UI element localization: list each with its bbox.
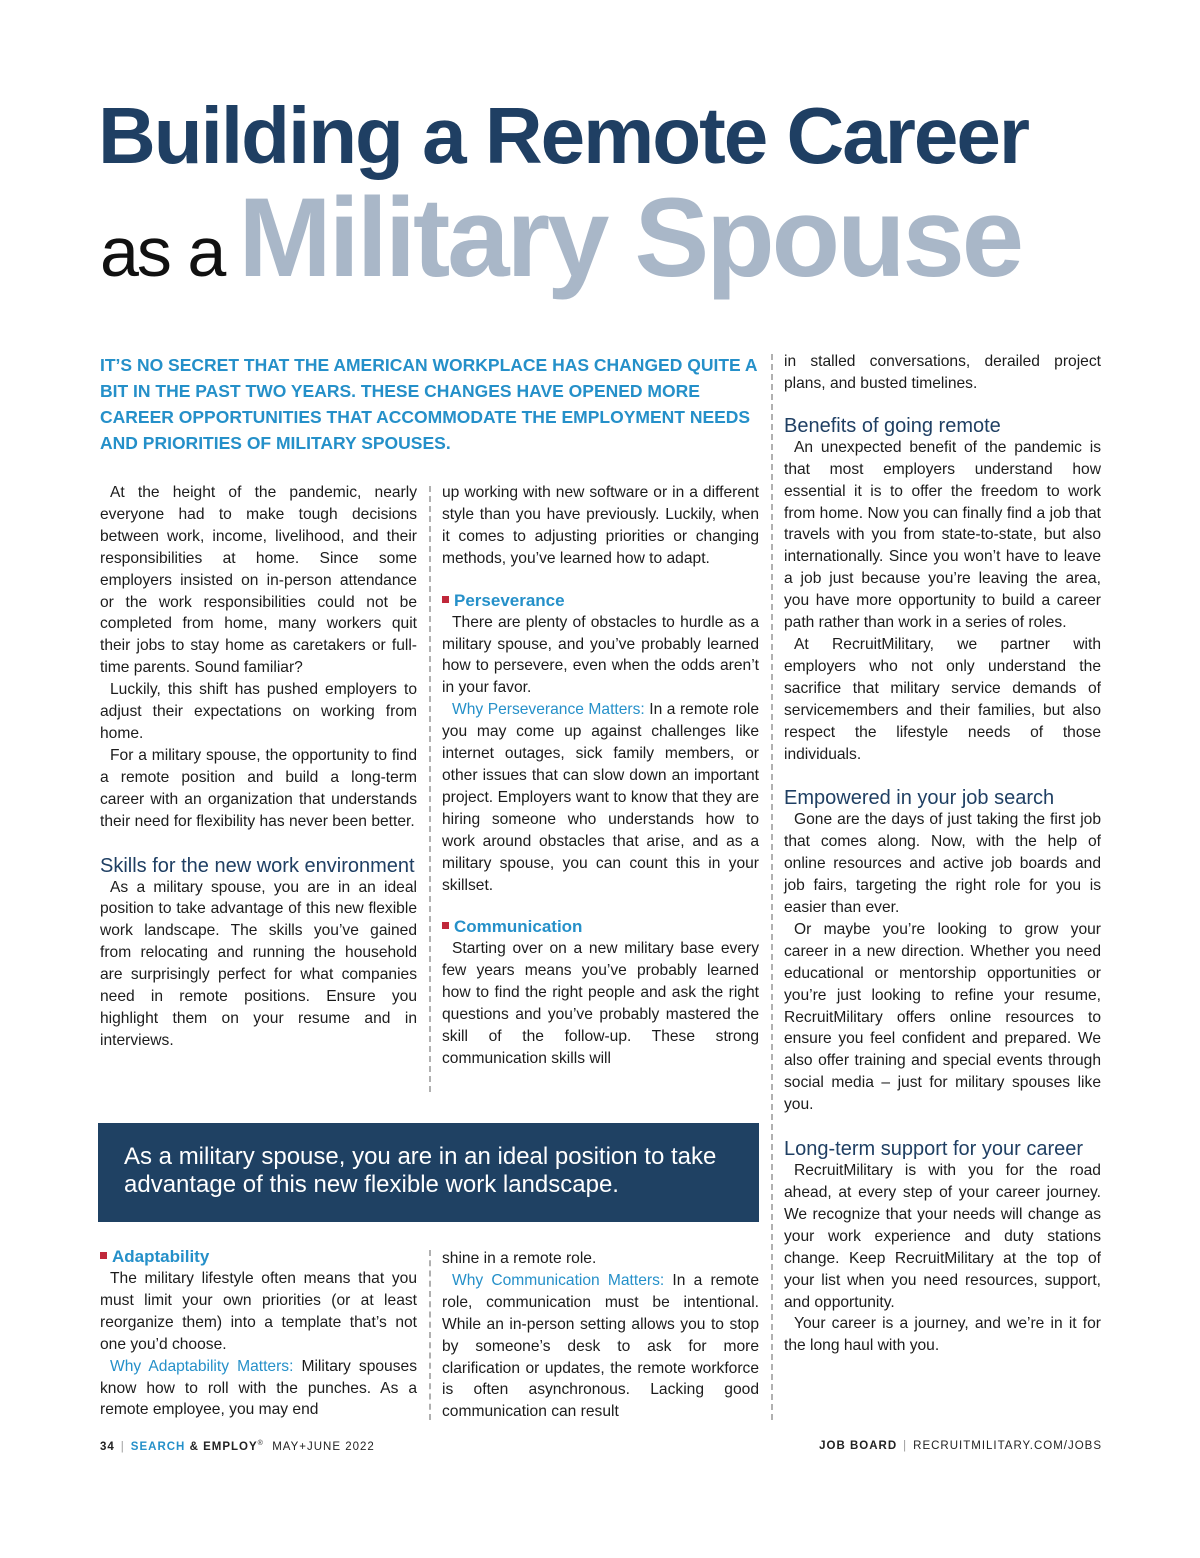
paragraph: Your career is a journey, and we’re in it for the long haul with you. xyxy=(784,1315,1101,1355)
column-divider xyxy=(771,354,773,1420)
heading-long-term: Long-term support for your career xyxy=(784,1138,1084,1161)
article-title-line2 xyxy=(100,175,1022,300)
column-divider xyxy=(429,486,431,1092)
paragraph: RecruitMilitary is with you for the road ahead, at every step of your career journey. We recognize that your needs will change as your work experience and duty stations change. Keep RecruitMilitary at the top of your list when you need resources, support, and opportunity. xyxy=(784,1162,1101,1311)
bullet-square-icon xyxy=(100,1252,107,1259)
heading-communication xyxy=(442,916,759,938)
paragraph: Luckily, this shift has pushed employers to adjust their expectations on working from home. xyxy=(100,681,417,742)
paragraph: up working with new software or in a different style than you have previously. Luckily, when it comes to adjusting priorities or changing methods, you’ve learned how to adapt. xyxy=(442,484,759,567)
bullet-square-icon xyxy=(442,596,449,603)
paragraph: Starting over on a new military base every few years means you’ve probably learned how to find the right people and ask the right questions and you’ve probably mastered the skill of the follow-up. These strong communication skills will xyxy=(442,940,759,1067)
title-prefix: as a xyxy=(100,213,225,291)
column-2-top xyxy=(442,482,759,1070)
paragraph: Or maybe you’re looking to grow your career in a new direction. Whether you need educational or mentorship opportunities or you’re just looking to refine your resume, RecruitMilitary offers online resources to ensure you feel confident and prepared. We also offer training and special events through social media – just for military spouses like you. xyxy=(784,920,1101,1114)
magazine-name-search: SEARCH xyxy=(130,1440,186,1453)
paragraph: At RecruitMilitary, we partner with employers who not only understand the sacrifice that military service demands of servicemembers and their families, but also respect the lifestyle needs of those individuals. xyxy=(784,635,1101,763)
page-number: 34 xyxy=(100,1440,115,1453)
paragraph-text: In a remote role, communication must be intentional. While an in-person setting allows you to stop by someone’s desk to ask for more clarification or updates, the remote workforce is often asynchronous. Lacking good communication can result xyxy=(442,1271,759,1421)
paragraph xyxy=(442,1270,759,1423)
column-1-top xyxy=(100,482,417,1052)
paragraph: There are plenty of obstacles to hurdle as a military spouse, and you’ve probably learned how to persevere, even when the odds aren’t in your favor. xyxy=(442,613,759,697)
pull-quote-text: As a military spouse, you are in an ideal position to take advantage of this new flexible work landscape. xyxy=(124,1143,717,1198)
column-3 xyxy=(784,351,1101,1357)
registered-mark: ® xyxy=(257,1440,264,1447)
issue-date: MAY+JUNE 2022 xyxy=(272,1440,375,1453)
heading-label: Perseverance xyxy=(454,590,565,610)
paragraph-text: Military spouses know how to roll with the punches. As a remote employee, you may end xyxy=(100,1357,417,1419)
footer-right xyxy=(819,1440,1102,1452)
paragraph xyxy=(442,699,759,896)
heading-label: Adaptability xyxy=(112,1247,210,1266)
paragraph: in stalled conversations, derailed project plans, and busted timelines. xyxy=(784,353,1101,392)
why-label: Why Adaptability Matters: xyxy=(110,1357,294,1375)
heading-empowered: Empowered in your job search xyxy=(784,787,1055,810)
section-name: JOB BOARD xyxy=(819,1440,898,1452)
paragraph: At the height of the pandemic, nearly everyone had to make tough decisions between work, income, livelihood, and their responsibilities at home. Since some employers insisted on in-person attendance or the work responsibilities could not be completed from home, many workers quit their jobs to stay home as caretakers or full-time parents. Sound familiar? xyxy=(100,484,417,677)
footer-url: RECRUITMILITARY.COM/JOBS xyxy=(913,1440,1102,1452)
intro-deck: IT’S NO SECRET THAT THE AMERICAN WORKPLACE HAS CHANGED QUITE A BIT IN THE PAST TWO YEARS. THESE CHANGES HAVE OPENED MORE CAREER OPPORTUNITIES THAT ACCOMMODATE THE EMPLOYMENT NEEDS AND PRIORITIES OF MILITARY SPOUSES. xyxy=(100,355,757,453)
column-divider xyxy=(429,1250,431,1420)
paragraph: As a military spouse, you are in an ideal position to take advantage of this new flexible work landscape. The skills you’ve gained from relocating and running the household are surprisingly perfect for what companies need in remote positions. Ensure you highlight them on your resume and in interviews. xyxy=(100,878,417,1049)
column-1-bottom xyxy=(100,1226,417,1421)
magazine-name-employ: & EMPLOY xyxy=(189,1440,258,1453)
bullet-square-icon xyxy=(442,922,449,929)
article-title-line1: Building a Remote Career xyxy=(98,91,1029,180)
heading-benefits: Benefits of going remote xyxy=(784,414,1001,437)
heading-label: Communication xyxy=(454,917,583,937)
why-label: Why Communication Matters: xyxy=(452,1271,665,1289)
heading-perseverance xyxy=(442,590,759,612)
footer-separator: | xyxy=(120,1440,125,1453)
paragraph: An unexpected benefit of the pandemic is that most employers understand how essential it is to offer the freedom to work from home. Now you can finally find a job that travels with you from state-to-state, but also internationally. Since you won’t have to leave a job just because you’re leaving the area, you have more opportunity to build a career path rather than work in a series of roles. xyxy=(784,438,1101,632)
paragraph xyxy=(100,1356,417,1422)
footer-left xyxy=(100,1440,375,1453)
paragraph: Gone are the days of just taking the first job that comes along. Now, with the help of online resources and active job boards and job fairs, targeting the right role for you is easier than ever. xyxy=(784,811,1101,917)
pull-quote-box xyxy=(98,1123,759,1222)
paragraph: The military lifestyle often means that you must limit your own priorities (or at least reorganize them) into a template that’s not one you’d choose. xyxy=(100,1270,417,1353)
title-highlight: Military Spouse xyxy=(238,175,1022,300)
heading-skills: Skills for the new work environment xyxy=(100,854,415,877)
heading-adaptability xyxy=(100,1246,417,1268)
footer-separator: | xyxy=(903,1440,908,1452)
column-2-bottom xyxy=(442,1248,759,1423)
paragraph-text: In a remote role you may come up against challenges like internet outages, sick family members, or other issues that can slow down an important project. Employers want to know that they are hiring someone who understands how to work around obstacles that arise, and as a military spouse, you can count this in your skillset. xyxy=(442,701,760,894)
paragraph: For a military spouse, the opportunity to find a remote position and build a long-term career with an organization that understands their need for flexibility has never been better. xyxy=(100,746,417,830)
why-label: Why Perseverance Matters: xyxy=(452,701,645,719)
paragraph: shine in a remote role. xyxy=(442,1250,597,1267)
